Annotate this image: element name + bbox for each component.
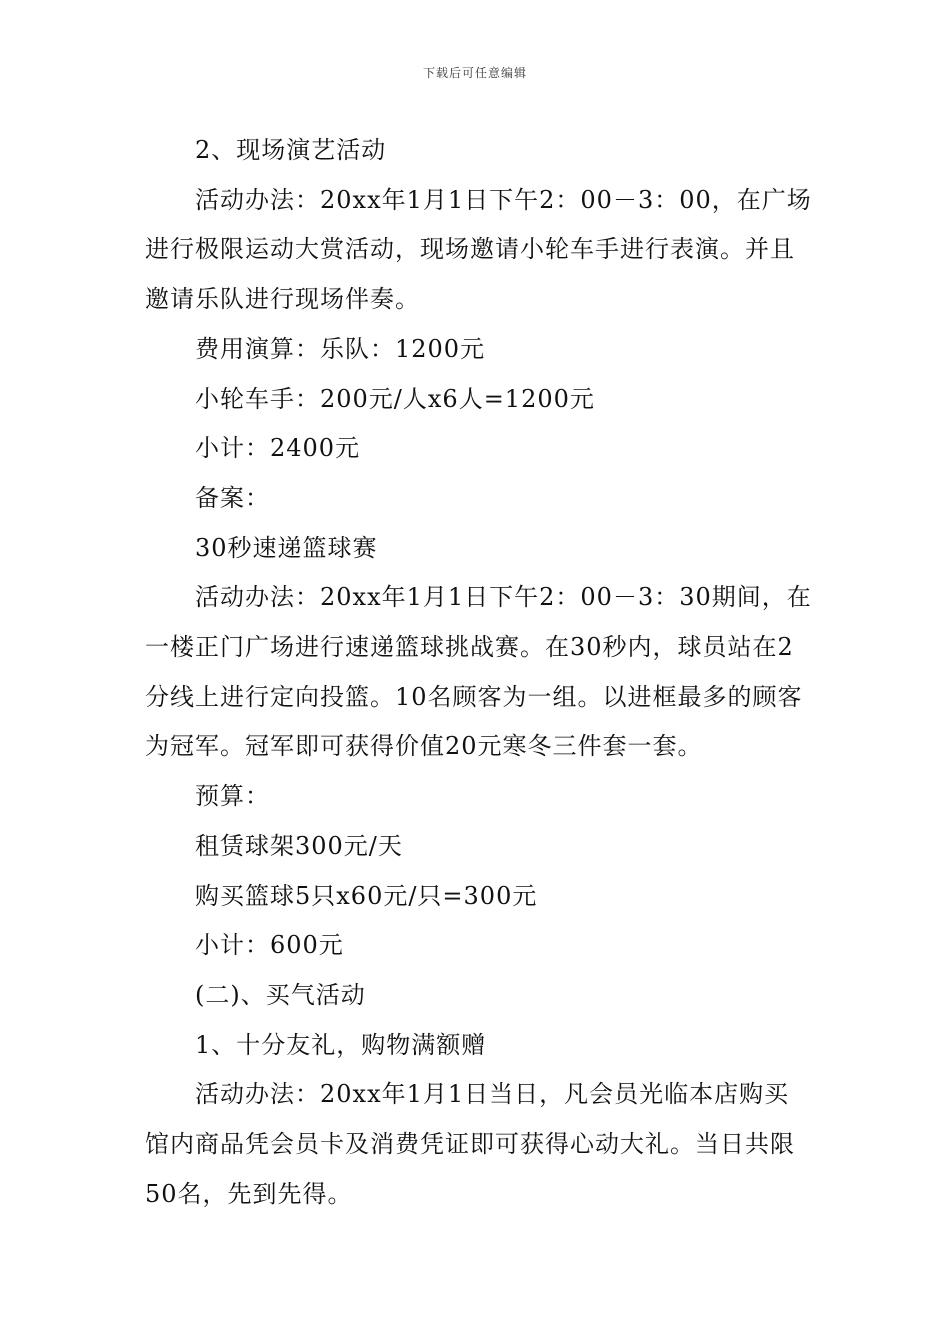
paragraph: 租赁球架300元/天 (195, 831, 403, 860)
paragraph: 活动办法：20xx年1月1日下午2：00－3：00，在广场进行极限运动大赏活动，现场邀请小轮车手进行表演。并且邀请乐队进行现场伴奏。 (145, 185, 812, 314)
section-heading: 2、现场演艺活动 (195, 136, 387, 164)
paragraph: 费用演算：乐队：1200元 (195, 334, 486, 363)
paragraph: 购买篮球5只x60元/只=300元 (195, 881, 538, 910)
paragraph: 活动办法：20xx年1月1日当日，凡会员光临本店购买馆内商品凭会员卡及消费凭证即可获得心动大礼。当日共限50名，先到先得。 (145, 1080, 795, 1208)
section-heading: 30秒速递篮球赛 (195, 533, 378, 562)
paragraph: 活动办法：20xx年1月1日下午2：00－3：30期间，在一楼正门广场进行速递篮球挑战赛。在30秒内，球员站在2分线上进行定向投篮。10名顾客为一组。以进框最多的顾客为冠军。冠军即可获得价值20元寒冬三件套一套。 (145, 583, 812, 761)
paragraph: 小计：600元 (195, 931, 344, 960)
paragraph: 备案： (195, 483, 270, 512)
section-heading: 1、十分友礼，购物满额赠 (195, 1030, 487, 1059)
document-body (145, 126, 813, 1219)
paragraph: 预算： (195, 782, 270, 811)
paragraph: 小轮车手：200元/人x6人=1200元 (195, 384, 595, 413)
page-header: 下载后可任意编辑 (422, 66, 527, 80)
section-heading: (二)、买气活动 (195, 980, 366, 1009)
paragraph: 小计：2400元 (195, 434, 361, 463)
